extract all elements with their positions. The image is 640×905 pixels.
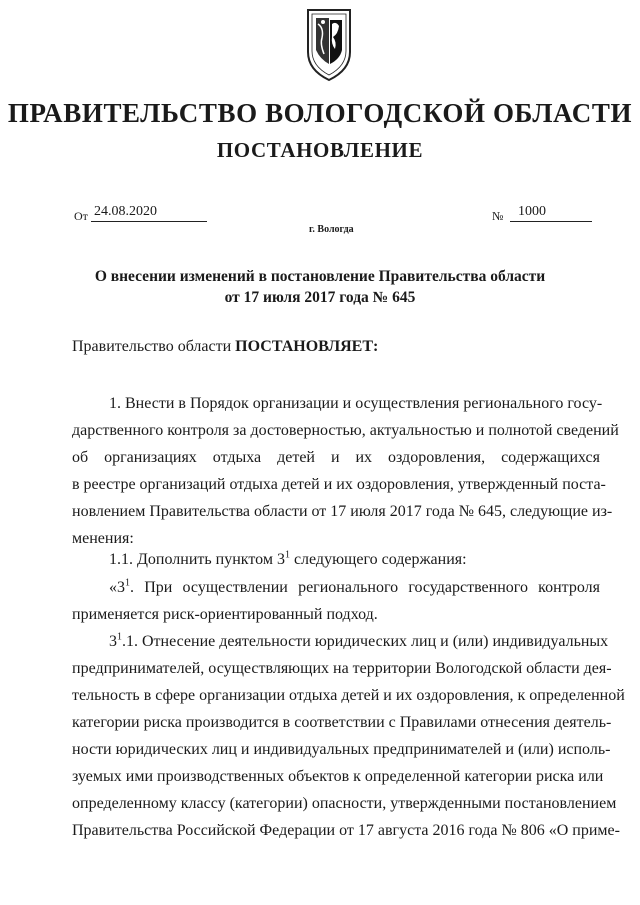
paragraph-line: предпринимателей, осуществляющих на территории Вологодской области дея- xyxy=(72,660,612,677)
paragraph-line: ности юридических лиц и индивидуальных предпринимателей и (или) исполь- xyxy=(72,741,611,758)
heading-line-1: О внесении изменений в постановление Правительства области xyxy=(94,268,546,285)
paragraph-line: $3^1.1$. Отнесение деятельности юридических лиц и (или) индивидуальных xyxy=(109,631,609,650)
document-number: 1000 xyxy=(518,204,546,219)
paragraph-line: определенному классу (категории) опасности, утвержденными постановлением xyxy=(72,795,617,812)
paragraph-1 xyxy=(72,390,619,552)
heading-line-2: от 17 июля 2017 года № 645 xyxy=(224,289,416,306)
number-underline xyxy=(510,220,592,222)
paragraph-line: категории риска производится в соответствии с Правилами отнесения деятель- xyxy=(72,714,612,731)
paragraph-3 xyxy=(72,574,600,628)
paragraph-4 xyxy=(72,628,625,844)
paragraph-line: зуемых ими производственных объектов к определенной категории риска или xyxy=(72,768,604,785)
preamble-text: Правительство области xyxy=(72,338,236,355)
paragraph-line: «$3^1$. При осуществлении регионального государственного контроля xyxy=(109,577,600,596)
preamble-bold: ПОСТАНОВЛЯЕТ: xyxy=(235,338,379,355)
p2-superscript: 1 xyxy=(284,549,290,561)
p2-text: 1.1. Дополнить пунктом 3 xyxy=(109,551,285,568)
paragraph-line: тельность в сфере организации отдыха детей и их оздоровления, к определенной xyxy=(72,687,625,704)
date-underline xyxy=(91,220,207,222)
paragraph-2 xyxy=(72,546,600,573)
city-label: г. Вологда xyxy=(309,224,354,235)
coat-of-arms-emblem xyxy=(302,4,356,84)
document-heading xyxy=(60,266,580,308)
paragraph-line: новлением Правительства области от 17 июля 2017 года № 645, следующие из- xyxy=(72,503,613,520)
paragraph-line: Правительства Российской Федерации от 17 августа 2016 года № 806 «О приме- xyxy=(72,822,620,839)
date-prefix: От xyxy=(74,209,88,223)
preamble xyxy=(72,338,378,356)
paragraph-line: в реестре организаций отдыха детей и их оздоровления, утвержденный поста- xyxy=(72,476,606,493)
paragraph-line: об организациях отдыха детей и их оздоровления, содержащихся xyxy=(72,449,600,466)
paragraph-line: дарственного контроля за достоверностью, актуальностью и полнотой сведений xyxy=(72,422,619,439)
paragraph-line: менения: xyxy=(72,530,134,547)
document-type-title: ПОСТАНОВЛЕНИЕ xyxy=(216,138,424,162)
document-date: 24.08.2020 xyxy=(94,204,157,219)
paragraph-line: 1. Внести в Порядок организации и осуществления регионального госу- xyxy=(109,395,603,412)
number-prefix: № xyxy=(492,209,504,223)
government-title: ПРАВИТЕЛЬСТВО ВОЛОГОДСКОЙ ОБЛАСТИ xyxy=(7,98,633,128)
p2-text-rest: следующего содержания: xyxy=(289,551,467,568)
paragraph-line: применяется риск-ориентированный подход. xyxy=(72,606,378,623)
